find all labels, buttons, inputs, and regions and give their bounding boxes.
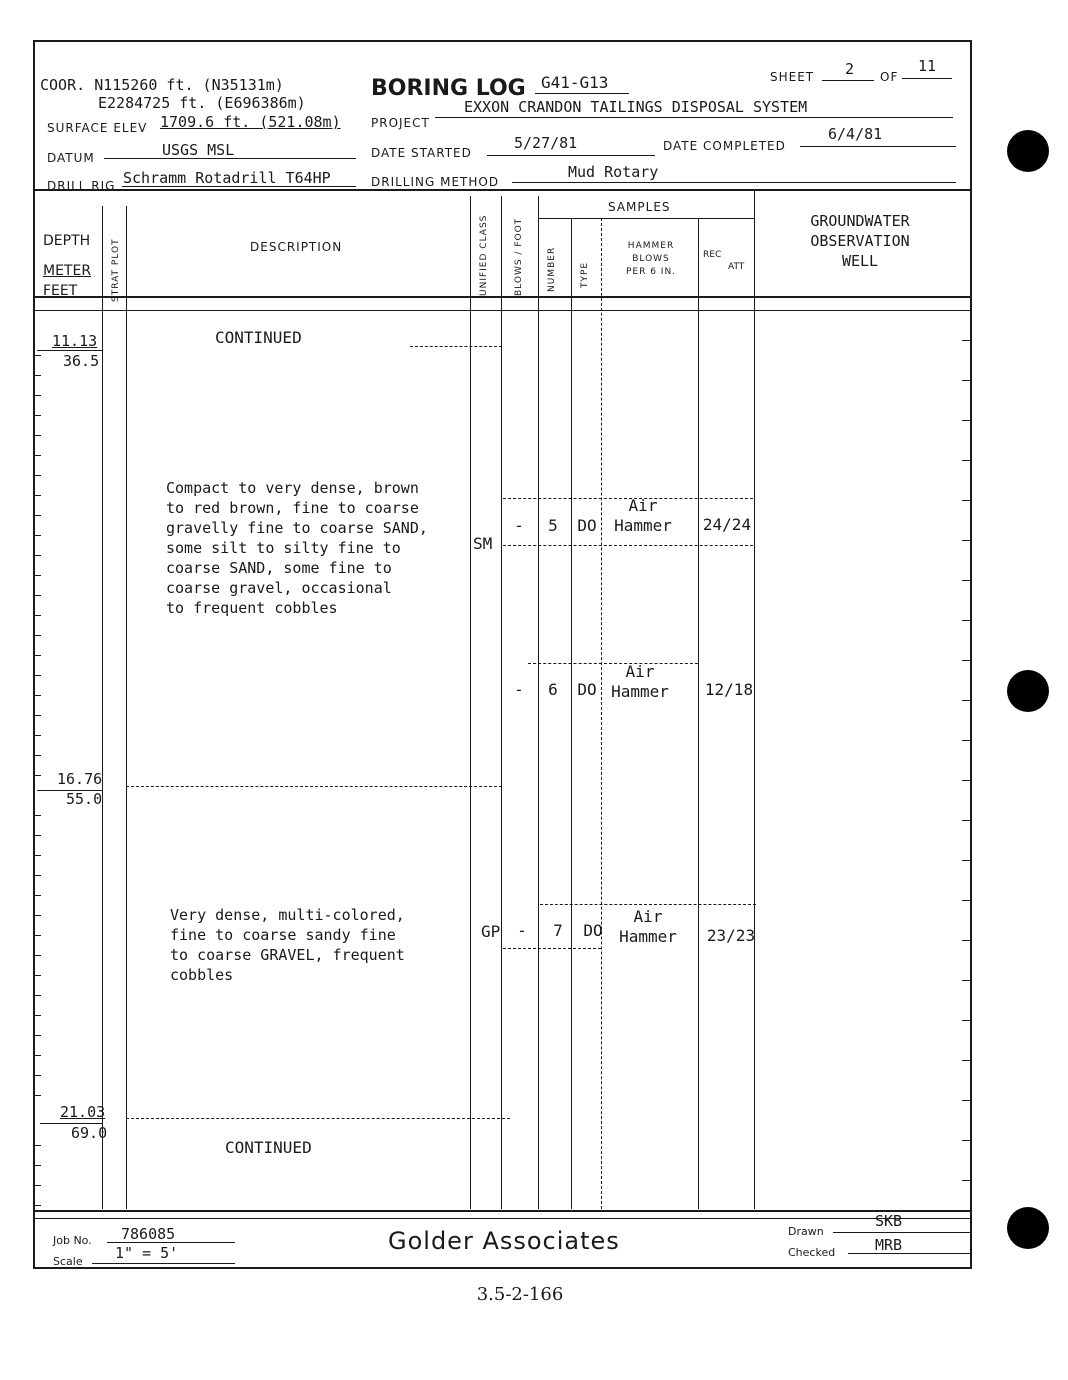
job-no-value: 786085 [121,1225,176,1243]
depth-meter: 21.03 [60,1103,106,1121]
date-completed-value: 6/4/81 [828,125,883,143]
sample-rec-att: 12/18 [704,680,754,699]
depth-feet: 69.0 [71,1124,108,1142]
sheet-total: 11 [918,57,937,75]
rec-header: REC [703,250,722,260]
log-id: G41-G13 [541,73,609,92]
depth-meter: 11.13 [52,332,98,350]
datum-label: DATUM [47,151,95,165]
number-header: NUMBER [547,246,557,292]
coor-label: COOR. [40,76,86,94]
sample-type: DO [577,516,597,535]
att-header: ATT [728,262,745,272]
sample-blows: - [514,680,524,699]
depth-feet: 36.5 [63,352,100,370]
continued-top-label: CONTINUED [215,328,302,347]
punch-hole-bottom [1007,1207,1049,1249]
datum-value: USGS MSL [162,141,235,159]
sample-hammer: Air Hammer [614,496,672,535]
sample-type: DO [577,680,597,699]
punch-hole-top [1007,130,1049,172]
layer-description: Very dense, multi-colored, fine to coarse sandy fine to coarse GRAVEL, frequent cobbles [170,906,405,984]
scale-value: 1" = 5' [115,1244,179,1262]
strat-plot-header: STRAT PLOT [111,238,121,302]
coor-northing: N115260 ft. (N35131m) [94,76,284,94]
date-started-value: 5/27/81 [514,134,578,152]
sample-blows: - [514,516,524,535]
sample-hammer: Air Hammer [619,907,677,946]
drilling-method-value: Mud Rotary [568,163,659,181]
continued-bottom-label: CONTINUED [225,1138,312,1157]
date-completed-label: DATE COMPLETED [663,139,786,153]
groundwater-header: GROUNDWATER OBSERVATION WELL [810,212,910,270]
unified-class-header: UNIFIED CLASS [479,214,489,296]
meter-header: METER [43,263,92,279]
sample-number: 5 [548,516,558,535]
unified-class-value: GP [481,922,501,941]
sheet-label: SHEET [770,70,815,84]
scale-label: Scale [53,1255,83,1268]
sample-hammer: Air Hammer [611,662,669,701]
sample-type: DO [583,921,603,940]
date-started-label: DATE STARTED [371,146,472,160]
description-header: DESCRIPTION [250,240,343,254]
sample-number: 7 [553,921,563,940]
company-name: Golder Associates [388,1227,620,1255]
boring-log-title: BORING LOG [371,76,526,101]
surface-elev-value: 1709.6 ft. (521.08m) [160,113,341,131]
drilling-method-label: DRILLING METHOD [371,175,500,189]
project-label: PROJECT [371,116,430,130]
sample-number: 6 [548,680,558,699]
samples-header: SAMPLES [608,200,671,214]
drawn-label: Drawn [788,1225,824,1238]
drill-rig-value: Schramm Rotadrill T64HP [123,169,331,187]
blows-foot-header: BLOWS / FOOT [514,217,524,296]
checked-value: MRB [875,1236,903,1254]
unified-class-value: SM [473,534,493,553]
depth-meter: 16.76 [57,770,103,788]
sample-rec-att: 23/23 [706,926,756,945]
layer-description: Compact to very dense, brown to red brown, fine to coarse gravelly fine to coarse SAND, some silt to silty fine to coarse SAND, some fine to coarse gravel, occasional to frequent cobbles [166,479,428,617]
drawn-value: SKB [875,1212,903,1230]
feet-header: FEET [43,283,78,299]
job-no-label: Job No. [53,1234,92,1247]
hammer-blows-header: HAMMER BLOWS PER 6 IN. [625,241,677,277]
sample-rec-att: 24/24 [702,515,752,534]
surface-elev-label: SURFACE ELEV [47,121,148,135]
checked-label: Checked [788,1246,836,1259]
type-header: TYPE [580,261,590,288]
punch-hole-middle [1007,670,1049,712]
drill-rig-label: DRILL RIG [47,179,116,193]
depth-header: DEPTH [43,233,91,249]
sample-blows: - [517,921,527,940]
coor-row [40,76,284,94]
of-label: OF [880,70,899,84]
depth-feet: 55.0 [66,790,103,808]
project-value: EXXON CRANDON TAILINGS DISPOSAL SYSTEM [464,98,808,116]
page-number: 3.5-2-166 [476,1284,564,1305]
sheet-number: 2 [845,60,855,78]
coor-easting: E2284725 ft. (E696386m) [98,94,306,112]
